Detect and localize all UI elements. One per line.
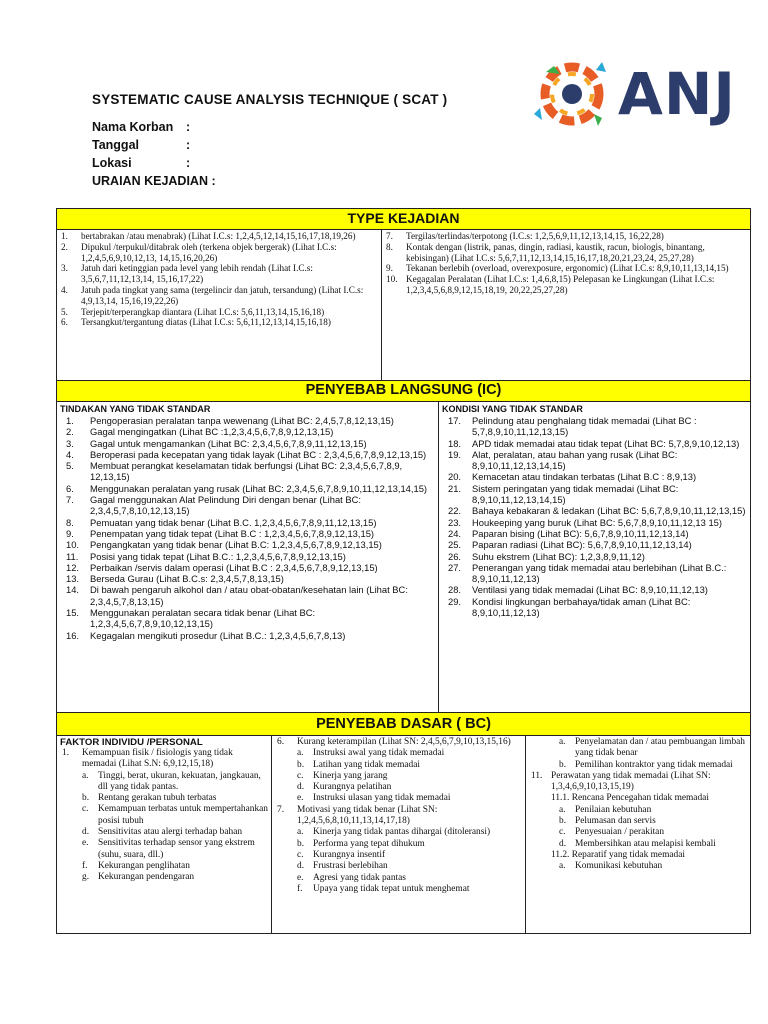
sub-item: a. Tinggi, berat, ukuran, kekuatan, jangkauan, dll yang tidak pantas.	[82, 770, 261, 792]
list-item: 2. Dipukul /terpukul/ditabrak oleh (terkena objek bergerak) (Lihat I.C.s: 1,2,4,5,6,9,10,12,13, 14,15,16,20,26)	[61, 241, 337, 263]
list-item: 14. Di bawah pengaruh alkohol dan / atau obat-obatan/kesehatan lain (Lihat BC: 2,3,4,5,7,8,13,15)	[66, 584, 408, 607]
list-11	[529, 771, 747, 794]
sub-item: b. Pemilihan kontraktor yang tidak memadai	[559, 759, 733, 770]
sub-item: a. Penyelamatan dan / atau pembuangan limbah yang tidak benar	[559, 737, 745, 759]
sub-item: c. Kemampuan terbatas untuk mempertahankan posisi tubuh	[82, 804, 268, 826]
sub-item: d. Frustrasi berlebihan	[297, 861, 388, 872]
list-item: 11. Perawatan yang tidak memadai (Lihat SN: 1,3,4,6,9,10,13,15,19)	[531, 770, 711, 793]
type-kejadian-list-left	[59, 231, 378, 328]
list-item: 7. Gagal menggunakan Alat Pelindung Diri dengan benar (Lihat BC: 2,3,4,5,7,8,10,12,13,15)	[66, 494, 362, 517]
field-nama-korban	[92, 119, 191, 136]
field-label: Tanggal	[92, 138, 139, 152]
sub-item: b. Pelumasan dan servis	[559, 816, 656, 827]
list-item: 4. Jatuh pada tingkat yang sama (tergelincir dan jatuh, tersandung) (Lihat I.C.s: 4,9,13,14, 15,16,19,22,26)	[61, 284, 364, 306]
list-item: 1. Kemampuan fisik / fisiologis yang tidak memadai (Lihat S.N: 6,9,12,15,18)	[62, 748, 233, 770]
list-item: 7. Motivasi yang tidak benar (Lihat SN: 1,2,4,5,6,8,10,11,13,14,17,18)	[277, 804, 438, 827]
sub-list	[559, 737, 747, 771]
sub-item: b. Performa yang tepat dihukum	[297, 838, 425, 849]
section-penyebab-langsung-header: PENYEBAB LANGSUNG (IC)	[57, 380, 750, 402]
scat-form-table	[56, 208, 751, 934]
list-item: 13. Berseda Gurau (Lihat B.C.s: 2,3,4,5,7,8,13,15)	[66, 573, 284, 585]
field-colon: :	[186, 120, 191, 134]
column-heading: FAKTOR INDIVIDU /PERSONAL	[60, 737, 203, 748]
list-item: 4. Beroperasi pada kecepatan yang tidak layak (Lihat BC : 2,3,4,5,6,7,8,9,12,13,15)	[66, 448, 427, 460]
sub-item: c. Kinerja yang jarang	[297, 770, 388, 781]
list-item: 1. Pengoperasian peralatan tanpa wewenang (Lihat BC: 2,4,5,7,8,12,13,15)	[66, 415, 394, 426]
sub-item: g. Kekurangan pendengaran	[82, 872, 195, 883]
sub-item: a. Instruksi awal yang tidak memadai	[297, 748, 445, 759]
sub-item: d. Sensitivitas atau alergi terhadap bahan	[82, 827, 243, 838]
sub-item: d. Kurangnya pelatihan	[297, 782, 392, 793]
type-kejadian-right	[382, 230, 750, 380]
list-item: 6. Menggunakan peralatan yang rusak (Lihat BC: 2,3,4,5,6,7,8,9,10,11,12,13,14,15)	[66, 482, 428, 494]
sub-item: b. Rentang gerakan tubuh terbatas	[82, 793, 217, 804]
list-item: 23. Houkeeping yang buruk (Lihat BC: 5,6,7,8,9,10,11,12,13 15)	[448, 516, 722, 528]
column-heading: TINDAKAN YANG TIDAK STANDAR	[60, 404, 211, 414]
sub-item: f. Kekurangan penglihatan	[82, 860, 190, 871]
list-item: 9. Penempatan yang tidak tepat (Lihat B.C : 1,2,3,4,5,6,7,8,9,12,13,15)	[66, 527, 375, 539]
list-item: 8. Kontak dengan (listrik, panas, dingin, radiasi, kaustik, racun, biologis, binantang, kebisingan) (Lihat I.C.s: 5,6,7,11,12,13,14,15,16,17,18,20,21,23,24, 25,27,28)	[386, 241, 705, 263]
tindakan-list	[60, 415, 436, 641]
sub-item: e. Agresi yang tidak pantas	[297, 872, 406, 883]
list-item: 11. Posisi yang tidak tepat (Lihat B.C.: 1,2,3,4,5,6,7,8,9,12,13,15)	[66, 550, 346, 562]
section-type-kejadian-header: TYPE KEJADIAN	[57, 209, 750, 230]
column-heading: KONDISI YANG TIDAK STANDAR	[442, 404, 583, 414]
field-label: Lokasi	[92, 156, 132, 170]
field-label: URAIAN KEJADIAN :	[92, 174, 216, 188]
list-item: 8. Pemuatan yang tidak benar (Lihat B.C. 1,2,3,4,5,6,7,8,9,11,12,13,15)	[66, 516, 377, 528]
list-item: 6. Kurang keterampilan (Lihat SN: 2,4,5,6,7,9,10,13,15,16)	[277, 737, 511, 747]
list-item: 22. Bahaya kebakaran & ledakan (Lihat BC: 5,6,7,8,9,10,11,12,13,15)	[448, 505, 746, 517]
list-item: 2. Gagal mengingatkan (Lihat BC :1,2,3,4,5,6,7,8,9,12,13,15)	[66, 426, 334, 438]
field-colon: :	[186, 138, 191, 152]
field-label: Nama Korban	[92, 120, 174, 134]
field-tanggal	[92, 137, 191, 154]
list-item: 18. APD tidak memadai atau tidak tepat (Lihat BC: 5,7,8,9,10,12,13)	[448, 437, 740, 449]
list-item: 7. Tergilas/terlindas/terpotong (I.C.s: 1,2,5,6,9,11,12,13,14,15, 16,22,28)	[386, 231, 664, 241]
list-item: 6. Tersangkut/tergantung diatas (Lihat I.C.s: 5,6,11,12,13,14,15,16,18)	[61, 317, 331, 328]
list-item: 26. Suhu ekstrem (Lihat BC): 1,2,3,8,9,11,12)	[448, 550, 645, 562]
kondisi-list	[442, 415, 748, 618]
list-6	[275, 737, 522, 748]
list-item: 3. Jatuh dari ketinggian pada level yang lebih rendah (Lihat I.C.s: 3,5,6,7,11,12,13,14, 15,16,17,22)	[61, 263, 313, 285]
perawatan-column	[526, 736, 750, 933]
sub-list	[297, 827, 522, 895]
field-colon: :	[186, 156, 191, 170]
tindakan-tidak-standar	[57, 402, 438, 712]
list-item: 15. Menggunakan peralatan secara tidak benar (Lihat BC: 1,2,3,4,5,6,7,8,9,10,12,13,15)	[66, 607, 316, 630]
list-item: 29. Kondisi lingkungan berbahaya/tidak aman (Lihat BC: 8,9,10,11,12,13)	[448, 595, 691, 619]
sub-heading: 11.2. Reparatif yang tidak memadai	[551, 849, 685, 860]
list-item: 10. Pengangkatan yang tidak benar (Lihat B.C: 1,2,3,4,5,6,7,8,9,12,13,15)	[66, 539, 382, 551]
sub-item: b. Latihan yang tidak memadai	[297, 759, 420, 770]
sub-item: c. Penyesuaian / perakitan	[559, 827, 665, 838]
list-7	[275, 805, 522, 828]
sub-list	[559, 805, 747, 850]
list-item: 17. Pelindung atau penghalang tidak memadai (Lihat BC : 5,7,8,9,10,11,12,13,15)	[448, 415, 697, 438]
logo-emblem-icon	[534, 62, 606, 126]
list-item: 1. bertabrakan /atau menabrak) (Lihat I.C.s: 1,2,4,5,12,14,15,16,17,18,19,26)	[61, 231, 356, 241]
list-item: 5. Terjepit/terperangkap diantara (Lihat I.C.s: 5,6,11,13,14,15,16,18)	[61, 306, 325, 317]
list-item: 9. Tekanan berlebih (overload, overexposure, ergonomic) (Lihat I.C.s: 8,9,10,11,13,14,15)	[386, 263, 729, 274]
field-uraian-kejadian	[92, 173, 216, 190]
list-item: 3. Gagal untuk mengamankan (Lihat BC: 2,3,4,5,6,7,8,9,11,12,13,15)	[66, 437, 367, 449]
list-item: 16. Kegagalan mengikuti prosedur (Lihat B.C.: 1,2,3,4,5,6,7,8,13)	[66, 629, 346, 641]
list-item: 27. Penerangan yang tidak memadai atau berlebihan (Lihat B.C.: 8,9,10,11,12,13)	[448, 561, 727, 585]
sub-item: e. Instruksi ulasan yang tidak memadai	[297, 793, 451, 804]
sub-item: a. Penilaian kebutuhan	[559, 804, 652, 815]
list-item: 25. Paparan radiasi (Lihat BC): 5,6,7,8,9,10,11,12,13,14)	[448, 539, 692, 551]
sub-heading: 11.1. Rencana Pencegahan tidak memadai	[551, 793, 709, 804]
sub-item: e. Sensitivitas terhadap sensor yang ekstrem (suhu, suara, dll.)	[82, 838, 255, 860]
list-item: 10. Kegagalan Peralatan (Lihat I.C.s: 1,4,6,8,15) Pelepasan ke Lingkungan (Lihat I.C.s: 1,2,3,4,5,6,8,9,12,15,18,19, 20,22,25,27,28)	[386, 274, 715, 295]
sub-list	[559, 861, 747, 872]
sub-item: a. Kinerja yang tidak pantas dihargai (ditoleransi)	[297, 827, 491, 838]
section-penyebab-dasar-header: PENYEBAB DASAR ( BC)	[57, 712, 750, 736]
kurang-keterampilan-column	[272, 736, 525, 933]
list-item: 21. Sistem peringatan yang tidak memadai (Lihat BC: 8,9,10,11,12,13,14,15)	[448, 482, 679, 506]
sub-item: f. Upaya yang tidak tepat untuk menghemat	[297, 883, 470, 894]
list-item: 28. Ventilasi yang tidak memadai (Lihat BC: 8,9,10,11,12,13)	[448, 584, 708, 596]
kondisi-tidak-standar	[439, 402, 750, 712]
faktor-individu-column	[57, 736, 271, 933]
type-kejadian-left	[57, 230, 381, 380]
logo-text: ANJ	[618, 60, 737, 128]
list-item: 5. Membuat perangkat keselamatan tidak berfungsi (Lihat BC: 2,3,4,5,6,7,8,9, 12,13,15)	[66, 460, 403, 483]
list-item: 24. Paparan bising (Lihat BC): 5,6,7,8,9,10,11,12,13,14)	[448, 527, 689, 539]
sub-list	[82, 771, 268, 884]
faktor-individu-list	[60, 748, 268, 771]
sub-item: d. Membersihkan atau melapisi kembali	[559, 838, 716, 849]
field-lokasi	[92, 155, 191, 172]
list-item: 19. Alat, peralatan, atau bahan yang rusak (Lihat BC: 8,9,10,11,12,13,14,15)	[448, 448, 678, 472]
list-item: 12. Perbaikan /servis dalam operasi (Lihat B.C : 2,3,4,5,6,7,8,9,12,13,15)	[66, 561, 378, 573]
sub-item: c. Kurangnya insentif	[297, 849, 386, 860]
sub-list	[297, 748, 522, 804]
type-kejadian-list-right	[384, 231, 747, 296]
sub-item: a. Komunikasi kebutuhan	[559, 861, 663, 872]
document-title: SYSTEMATIC CAUSE ANALYSIS TECHNIQUE ( SCAT )	[92, 92, 448, 107]
list-item: 20. Kemacetan atau tindakan terbatas (Lihat B.C : 8,9,13)	[448, 471, 697, 483]
